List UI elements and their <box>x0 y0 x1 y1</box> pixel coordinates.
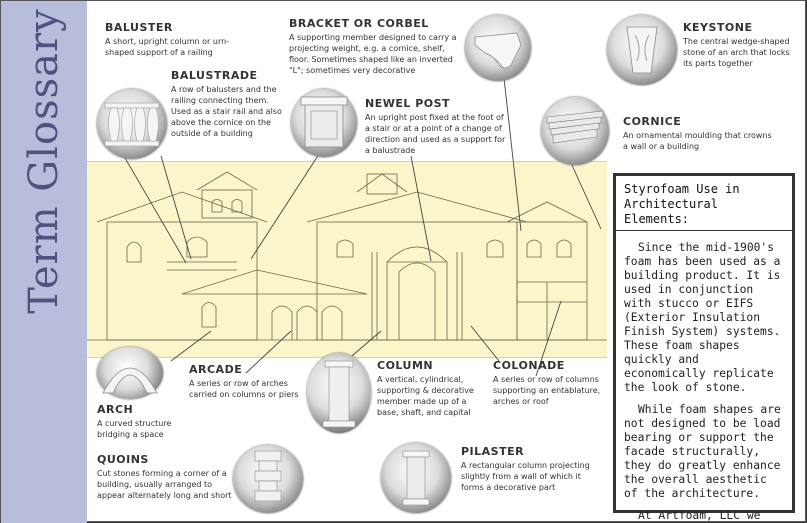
info-box-title: Styrofoam Use in Architectural Elements: <box>624 182 740 226</box>
info-box-divider <box>616 230 792 231</box>
term-pilaster-name: PILASTER <box>461 445 525 458</box>
term-cornice-def: An ornamental moulding that crowns a wall or a building <box>623 131 772 151</box>
term-keystone <box>683 21 793 69</box>
term-baluster <box>105 21 255 58</box>
term-newel-post <box>365 97 510 156</box>
term-keystone-def: The central wedge-shaped stone of an arch that locks its parts together <box>683 37 790 68</box>
styrofoam-info-box <box>613 173 795 522</box>
term-newel-post-def: An upright post fixed at the foot of a stair or at a point of a change of direction and used as a support for a balustrade <box>365 113 506 155</box>
term-arch <box>97 403 187 440</box>
cornice-photo <box>541 97 609 165</box>
info-box-paragraph-2: While foam shapes are not designed to be load bearing or support the facade structurally, they do greatly enhance the overall aesthetic of the architecture. <box>624 403 781 500</box>
term-baluster-def: A short, upright column or urn-shaped support of a railing <box>105 37 230 57</box>
info-box-paragraph-3: At Artfoam, LLC we <box>638 509 761 522</box>
arch-photo <box>97 347 163 399</box>
term-arcade-def: A series or row of arches carried on columns or piers <box>189 379 299 399</box>
term-colonade-name: COLONADE <box>493 359 565 372</box>
term-bracket-name: BRACKET OR CORBEL <box>289 17 429 30</box>
term-baluster-name: BALUSTER <box>105 21 173 34</box>
term-bracket <box>289 17 459 76</box>
term-arch-name: ARCH <box>97 403 134 416</box>
term-bracket-def: A supporting member designed to carry a projecting weight, e.g. a cornice, shelf, floor. Sometimes shaped like an inverted "L"; sometimes very decorative <box>289 33 457 75</box>
term-pilaster-def: A rectangular column projecting slightly from a wall of which it forms a decorative part <box>461 461 590 492</box>
term-column <box>377 359 487 418</box>
term-pilaster <box>461 445 601 493</box>
term-colonade-def: A series or row of columns supporting an entablature, arches or roof <box>493 375 601 406</box>
newel-post-photo <box>291 89 357 157</box>
sidebar-title: Term Glossary <box>21 8 67 314</box>
term-arcade-name: ARCADE <box>189 363 243 376</box>
term-cornice-name: CORNICE <box>623 115 682 128</box>
keystone-photo <box>607 15 677 85</box>
term-balustrade-name: BALUSTRADE <box>171 69 258 82</box>
term-column-def: A vertical, cylindrical, supporting & decorative member made up of a base, shaft, and capital <box>377 375 474 417</box>
term-quoins-def: Cut stones forming a corner of a building, usually arranged to appear alternately long and short <box>97 469 232 500</box>
pilaster-photo <box>381 443 451 513</box>
term-balustrade <box>171 69 289 139</box>
term-colonade <box>493 359 605 407</box>
term-newel-post-name: NEWEL POST <box>365 97 451 110</box>
term-arcade <box>189 363 299 400</box>
term-cornice <box>623 115 773 152</box>
term-quoins <box>97 453 235 501</box>
term-keystone-name: KEYSTONE <box>683 21 753 34</box>
house-blueprint <box>87 161 607 358</box>
house-elevation-drawing <box>87 162 607 357</box>
term-arch-def: A curved structure bridging a space <box>97 419 172 439</box>
balustrade-photo <box>97 89 167 159</box>
info-box-paragraph-1: Since the mid-1900's foam has been used as a building product. It is used in conjunction with stucco or EIFS (Exterior Insulation Finish System) systems. These foam shapes quickly and economically replicate the look of stone. <box>624 241 781 394</box>
sidebar <box>1 1 87 523</box>
column-photo <box>307 353 371 433</box>
quoins-photo <box>233 445 303 513</box>
bracket-photo <box>465 15 531 81</box>
term-balustrade-def: A row of balusters and the railing connecting them. Used as a stair rail and also above the cornice on the outside of a building <box>171 85 282 138</box>
term-column-name: COLUMN <box>377 359 434 372</box>
term-quoins-name: QUOINS <box>97 453 149 466</box>
